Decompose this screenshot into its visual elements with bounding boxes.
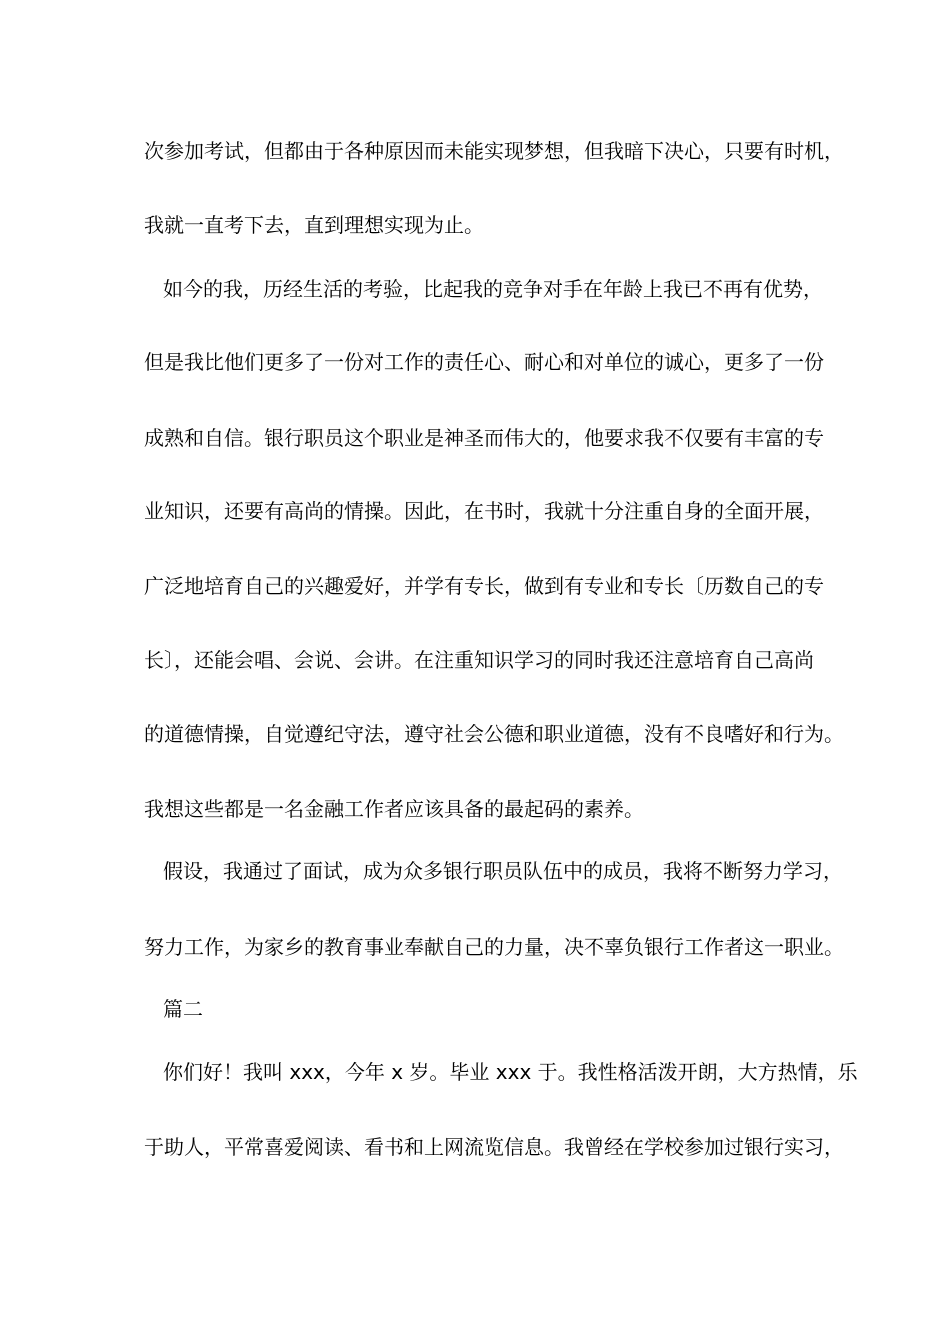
paragraph-line: 的道德情操，自觉遵纪守法，遵守社会公德和职业道德，没有不良嗜好和行为。 bbox=[144, 722, 844, 746]
paragraph-line: 如今的我，历经生活的考验，比起我的竞争对手在年龄上我已不再有优势， bbox=[163, 277, 823, 301]
paragraph-line: 广泛地培育自己的兴趣爱好，并学有专长，做到有专业和专长〔历数自己的专 bbox=[144, 574, 824, 598]
paragraph-line: 成熟和自信。银行职员这个职业是神圣而伟大的，他要求我不仅要有丰富的专 bbox=[144, 426, 824, 450]
paragraph-line: 于助人，平常喜爱阅读、看书和上网流览信息。我曾经在学校参加过银行实习， bbox=[144, 1135, 844, 1159]
paragraph-line: 但是我比他们更多了一份对工作的责任心、耐心和对单位的诚心，更多了一份 bbox=[144, 350, 824, 374]
paragraph-line: 我就一直考下去，直到理想实现为止。 bbox=[144, 213, 484, 237]
paragraph-line: 长〕，还能会唱、会说、会讲。在注重知识学习的同时我还注意培育自己高尚 bbox=[144, 648, 814, 672]
paragraph-line: 业知识，还要有高尚的情操。因此，在书时，我就十分注重自身的全面开展， bbox=[144, 499, 824, 523]
paragraph-line: 次参加考试，但都由于各种原因而未能实现梦想，但我暗下决心，只要有时机， bbox=[144, 139, 844, 163]
paragraph-line: 努力工作，为家乡的教育事业奉献自己的力量，决不辜负银行工作者这一职业。 bbox=[144, 935, 844, 959]
paragraph-line: 你们好！我叫 xxx，今年 x 岁。毕业 xxx 于。我性格活泼开朗，大方热情，乐 bbox=[163, 1060, 858, 1084]
paragraph-line: 假设，我通过了面试，成为众多银行职员队伍中的成员，我将不断努力学习， bbox=[163, 859, 843, 883]
section-heading: 篇二 bbox=[163, 997, 203, 1021]
paragraph-line: 我想这些都是一名金融工作者应该具备的最起码的素养。 bbox=[144, 797, 644, 821]
